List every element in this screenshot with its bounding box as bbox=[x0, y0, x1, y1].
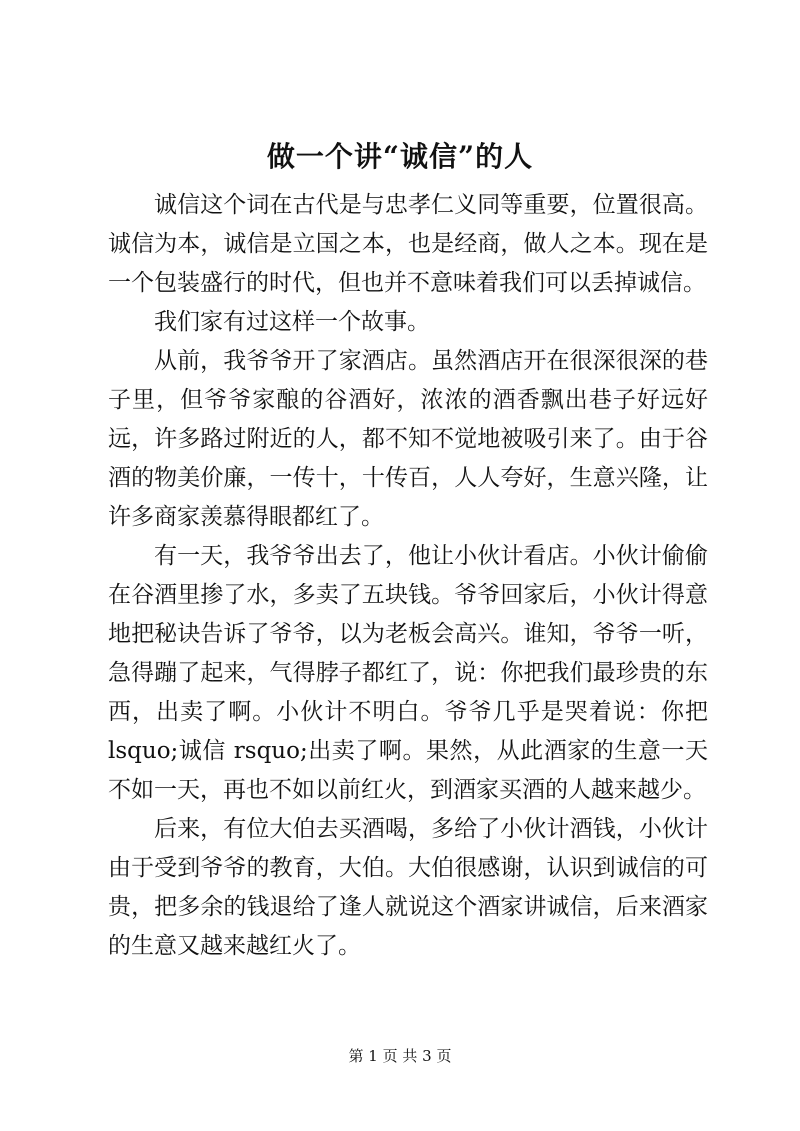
page-number-footer: 第 1 页 共 3 页 bbox=[348, 1047, 452, 1065]
paragraph: 诚信这个词在古代是与忠孝仁义同等重要，位置很高。诚信为本，诚信是立国之本，也是经商，做人之本。现在是一个包装盛行的时代，但也并不意味着我们可以丢掉诚信。 bbox=[108, 192, 708, 296]
paragraph: 我们家有过这样一个故事。 bbox=[154, 309, 430, 335]
document-title: 做一个讲“诚信”的人 bbox=[266, 140, 534, 173]
document-body bbox=[108, 186, 708, 966]
paragraph: 后来，有位大伯去买酒喝，多给了小伙计酒钱，小伙计由于受到爷爷的教育，大伯。大伯很感谢，认识到诚信的可贵，把多余的钱退给了逢人就说这个酒家讲诚信，后来酒家的生意又越来越红火了。 bbox=[108, 816, 708, 959]
paragraph: 从前，我爷爷开了家酒店。虽然酒店开在很深很深的巷子里，但爷爷家酿的谷酒好，浓浓的酒香飘出巷子好远好远，许多路过附近的人，都不知不觉地被吸引来了。由于谷酒的物美价廉，一传十，十传百，人人夸好，生意兴隆，让许多商家羡慕得眼都红了。 bbox=[108, 348, 708, 530]
paragraph: 有一天，我爷爷出去了，他让小伙计看店。小伙计偷偷在谷酒里掺了水，多卖了五块钱。爷爷回家后，小伙计得意地把秘诀告诉了爷爷，以为老板会高兴。谁知，爷爷一听，急得蹦了起来，气得脖子都红了，说：你把我们最珍贵的东西，出卖了啊。小伙计不明白。爷爷几乎是哭着说：你把 lsquo;诚信 rsquo;出卖了啊。果然，从此酒家的生意一天不如一天，再也不如以前红火，到酒家买酒的人越来越少。 bbox=[108, 543, 708, 803]
